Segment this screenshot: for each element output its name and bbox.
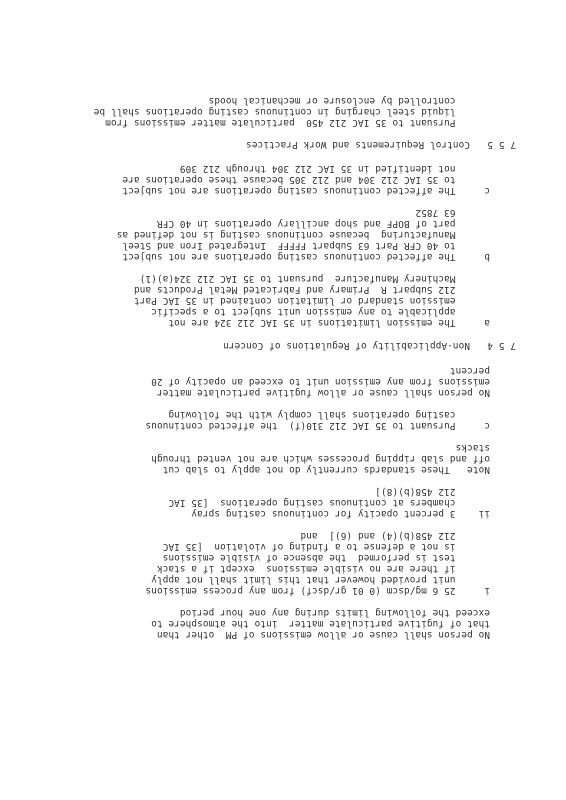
text-line: Note These standards currently do not apply to slab cut: [162, 464, 490, 475]
text-line: casting operations shall comply with the following: [168, 409, 490, 420]
text-line: is not a defense to a finding of violation [35 IAC: [162, 541, 490, 552]
text-line: 212 458(b)(8)]: [375, 486, 490, 497]
text-line: c Pursuant to 35 IAC 212 310(f) the affected continuous: [145, 420, 490, 431]
text-line: b The affected continuous casting operations are not subject: [122, 251, 490, 262]
text-line: Pursuant to 35 IAC 212 450 particulate matter emissions from: [105, 117, 490, 128]
section-heading: 7 5 4 Non-Applicability of Regulations of Concern: [223, 340, 516, 351]
text-line: 63 7852: [415, 207, 490, 218]
text-line: stacks: [455, 442, 490, 453]
text-line: controlled by enclosure or mechanical hoods: [208, 95, 490, 106]
text-line: to 40 CFR Part 63 Subpart FFFFF Integrated Iron and Steel: [122, 240, 490, 251]
text-line: 212 458(b)(4) and (6)] and: [300, 530, 490, 541]
text-line: Manufacturing because continuous casting is not defined as: [116, 229, 490, 240]
text-line: No person shall cause or allow emissions of PM other than: [156, 629, 490, 640]
text-line: i 25 6 mg/dscm (0 01 gr/dscf) from any process emissions: [145, 585, 490, 596]
text-line: not identified in 35 IAC 212 304 through 212 309: [179, 163, 490, 174]
text-line: ii 3 percent opacity for continuous casting spray: [191, 508, 490, 519]
text-line: test is performed the absence of visible emissions: [162, 552, 490, 563]
text-line: exceed the following limits during any one hour period: [179, 607, 490, 618]
text-line: liquid steel charging in continuous casting operations shall be: [93, 106, 490, 117]
section-heading: 7 5 5 Control Requirements and Work Practices: [246, 139, 516, 150]
text-line: emission standard or limitation contained in 35 IAC Part: [133, 295, 490, 306]
text-line: chambers at continuous casting operations [35 IAC: [168, 497, 490, 508]
text-line: applicable to any emission unit subject to a specific: [151, 306, 490, 317]
text-line: off and slab ripping processes which are not vented through: [151, 453, 490, 464]
text-line: if there are no visible emissions except if a stack: [156, 563, 490, 574]
text-line: emissions from any emission unit to exceed an opacity of 20: [151, 376, 490, 387]
text-line: that of fugitive particulate matter into the atmosphere to: [151, 618, 490, 629]
text-line: unit provided however that this limit shall not apply: [151, 574, 490, 585]
text-line: 212 Subpart R Primary and Fabricated Metal Products and: [133, 284, 490, 295]
text-line: percent: [449, 365, 490, 376]
text-line: c The affected continuous casting operations are not subject: [122, 185, 490, 196]
text-line: No person shall cause or allow fugitive particulate matter: [156, 387, 490, 398]
text-line: a The emission limitations in 35 IAC 212 324 are not: [168, 317, 490, 328]
text-line: to 35 IAC 212 304 and 212 305 because these operations are: [122, 174, 490, 185]
text-line: Machinery Manufacture pursuant to 35 IAC 212 324(a)(1): [139, 273, 490, 284]
text-line: part of BOPF and shop ancillary operations in 40 CFR: [156, 218, 490, 229]
